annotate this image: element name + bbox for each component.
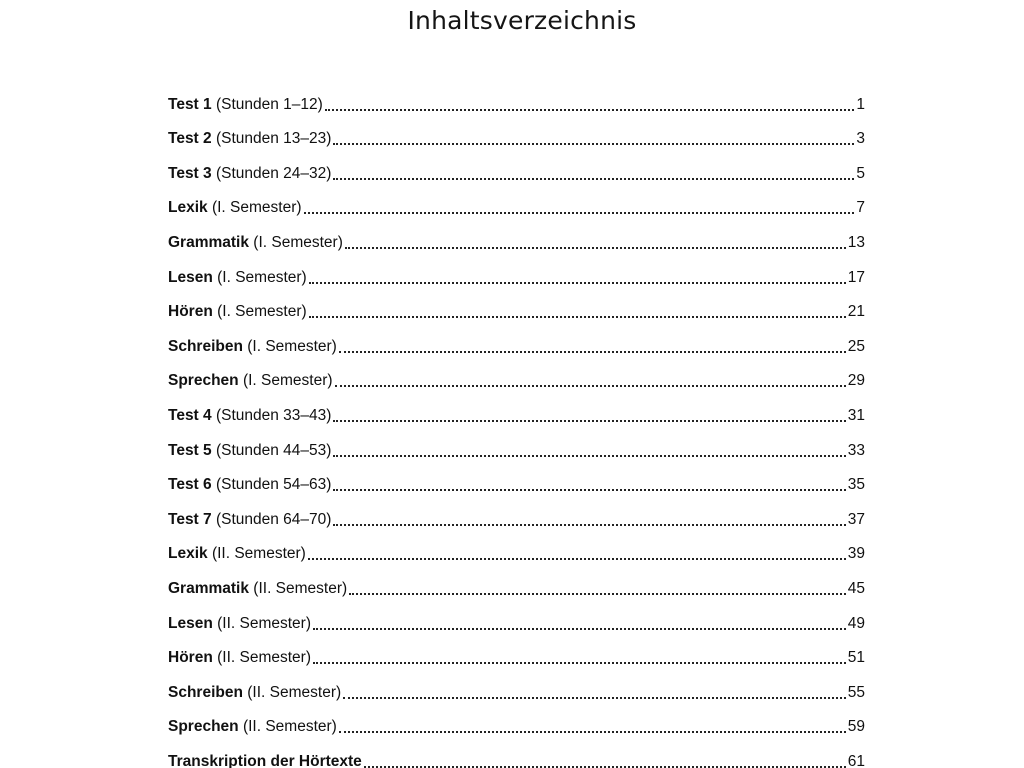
dot-leader xyxy=(325,108,855,111)
toc-entry-label xyxy=(168,233,343,253)
toc-entry-page: 3 xyxy=(856,130,865,148)
dot-leader xyxy=(304,211,855,214)
toc-entry-title: Sprechen xyxy=(168,718,239,736)
toc-entry-detail: (I. Semester) xyxy=(207,199,302,217)
toc-entry[interactable] xyxy=(168,322,865,357)
dot-leader xyxy=(308,557,846,560)
toc-entry-page: 31 xyxy=(847,406,865,424)
toc-entry-page: 35 xyxy=(847,476,865,494)
toc-entry-detail: (I. Semester) xyxy=(212,268,307,286)
toc-entry-page: 25 xyxy=(847,337,865,355)
toc-entry-detail: (I. Semester) xyxy=(238,372,333,390)
toc-entry[interactable] xyxy=(168,530,865,565)
toc-entry-title: Test 5 xyxy=(168,441,212,459)
toc-entry[interactable] xyxy=(168,599,865,634)
dot-leader xyxy=(333,177,854,180)
toc-entry-detail: (Stunden 1–12) xyxy=(211,95,323,113)
toc-entry-detail: (I. Semester) xyxy=(212,303,307,321)
toc-entry-detail: (I. Semester) xyxy=(248,233,343,251)
toc-entry-detail: (II. Semester) xyxy=(207,545,306,563)
toc-entry[interactable] xyxy=(168,668,865,703)
toc-entry-title: Schreiben xyxy=(168,683,243,701)
dot-leader xyxy=(309,315,846,318)
toc-entry-label xyxy=(168,302,307,322)
toc-entry-page: 29 xyxy=(847,372,865,390)
dot-leader xyxy=(343,696,846,699)
toc-entry-page: 55 xyxy=(847,683,865,701)
toc-entry-title: Schreiben xyxy=(168,337,243,355)
toc-entry-title: Test 2 xyxy=(168,130,212,148)
page-title: Inhaltsverzeichnis xyxy=(407,6,637,35)
toc-entry[interactable] xyxy=(168,634,865,669)
toc-entry-title: Grammatik xyxy=(168,579,249,597)
toc-entry-detail: (Stunden 64–70) xyxy=(211,510,332,528)
toc-entry-label xyxy=(168,683,341,703)
toc-entry-page: 59 xyxy=(847,718,865,736)
toc-entry[interactable] xyxy=(168,391,865,426)
toc-entry-page: 7 xyxy=(856,199,865,217)
dot-leader xyxy=(333,523,845,526)
toc-entry-title: Test 1 xyxy=(168,95,212,113)
toc-entry-label xyxy=(168,579,347,599)
toc-entry-detail: (II. Semester) xyxy=(212,614,311,632)
toc-entry-title: Test 6 xyxy=(168,476,212,494)
toc-entry-title: Transkription der Hörtexte xyxy=(168,752,362,768)
toc-entry-page: 17 xyxy=(847,268,865,286)
toc-entry[interactable] xyxy=(168,703,865,738)
toc-entry[interactable] xyxy=(168,426,865,461)
dot-leader xyxy=(309,281,846,284)
toc-entry-detail: (II. Semester) xyxy=(238,718,337,736)
table-of-contents xyxy=(168,80,865,768)
toc-entry[interactable] xyxy=(168,288,865,323)
toc-entry-title: Lesen xyxy=(168,614,213,632)
toc-entry-title: Lexik xyxy=(168,545,208,563)
toc-entry-page: 1 xyxy=(856,95,865,113)
toc-entry-title: Sprechen xyxy=(168,372,239,390)
toc-entry-page: 45 xyxy=(847,579,865,597)
toc-entry-detail: (Stunden 13–23) xyxy=(211,130,332,148)
toc-entry-detail: (II. Semester) xyxy=(248,579,348,597)
toc-entry-label xyxy=(168,510,331,530)
toc-entry-label xyxy=(168,95,323,115)
toc-entry-page: 39 xyxy=(847,545,865,563)
toc-entry-label xyxy=(168,648,311,668)
toc-entry[interactable] xyxy=(168,461,865,496)
toc-entry-label xyxy=(168,337,337,357)
dot-leader xyxy=(313,627,846,630)
toc-entry-label xyxy=(168,198,302,218)
toc-entry[interactable] xyxy=(168,184,865,219)
toc-entry-label xyxy=(168,371,333,391)
toc-entry-detail: (II. Semester) xyxy=(242,683,342,701)
toc-entry-title: Grammatik xyxy=(168,233,249,251)
toc-entry-detail: (Stunden 33–43) xyxy=(211,406,332,424)
toc-entry[interactable] xyxy=(168,737,865,768)
toc-entry-label xyxy=(168,129,331,149)
dot-leader xyxy=(333,454,845,457)
toc-entry-title: Test 4 xyxy=(168,406,212,424)
dot-leader xyxy=(313,661,846,664)
dot-leader xyxy=(349,592,846,595)
toc-entry[interactable] xyxy=(168,564,865,599)
toc-entry-page: 21 xyxy=(847,303,865,321)
toc-entry-page: 13 xyxy=(847,233,865,251)
toc-entry-detail: (Stunden 54–63) xyxy=(211,476,332,494)
toc-entry-title: Test 7 xyxy=(168,510,212,528)
toc-entry[interactable] xyxy=(168,495,865,530)
toc-entry[interactable] xyxy=(168,149,865,184)
toc-entry-title: Lesen xyxy=(168,268,213,286)
toc-entry-page: 51 xyxy=(847,649,865,667)
toc-entry-label xyxy=(168,717,337,737)
toc-entry[interactable] xyxy=(168,357,865,392)
toc-entry-label xyxy=(168,614,311,634)
dot-leader xyxy=(345,246,846,249)
toc-entry-label xyxy=(168,752,362,768)
toc-entry-page: 33 xyxy=(847,441,865,459)
toc-entry-label xyxy=(168,406,331,426)
dot-leader xyxy=(333,419,845,422)
toc-entry-label xyxy=(168,475,331,495)
toc-entry-page: 5 xyxy=(856,164,865,182)
toc-entry-detail: (Stunden 44–53) xyxy=(211,441,332,459)
toc-entry[interactable] xyxy=(168,253,865,288)
toc-entry[interactable] xyxy=(168,80,865,115)
dot-leader xyxy=(339,730,846,733)
toc-entry-page: 37 xyxy=(847,510,865,528)
dot-leader xyxy=(339,350,846,353)
toc-entry-detail: (I. Semester) xyxy=(242,337,337,355)
toc-entry-label xyxy=(168,164,331,184)
toc-entry-title: Lexik xyxy=(168,199,208,217)
toc-entry[interactable] xyxy=(168,115,865,150)
toc-entry-label xyxy=(168,268,307,288)
toc-entry-detail: (Stunden 24–32) xyxy=(211,164,332,182)
toc-entry-title: Test 3 xyxy=(168,164,212,182)
toc-entry-label xyxy=(168,441,331,461)
toc-entry-title: Hören xyxy=(168,303,213,321)
toc-entry[interactable] xyxy=(168,218,865,253)
toc-entry-label xyxy=(168,544,306,564)
toc-entry-page: 49 xyxy=(847,614,865,632)
dot-leader xyxy=(364,765,846,768)
dot-leader xyxy=(335,384,846,387)
dot-leader xyxy=(333,142,854,145)
toc-entry-page: 61 xyxy=(847,752,865,768)
dot-leader xyxy=(333,488,845,491)
toc-entry-title: Hören xyxy=(168,649,213,667)
toc-entry-detail: (II. Semester) xyxy=(212,649,311,667)
